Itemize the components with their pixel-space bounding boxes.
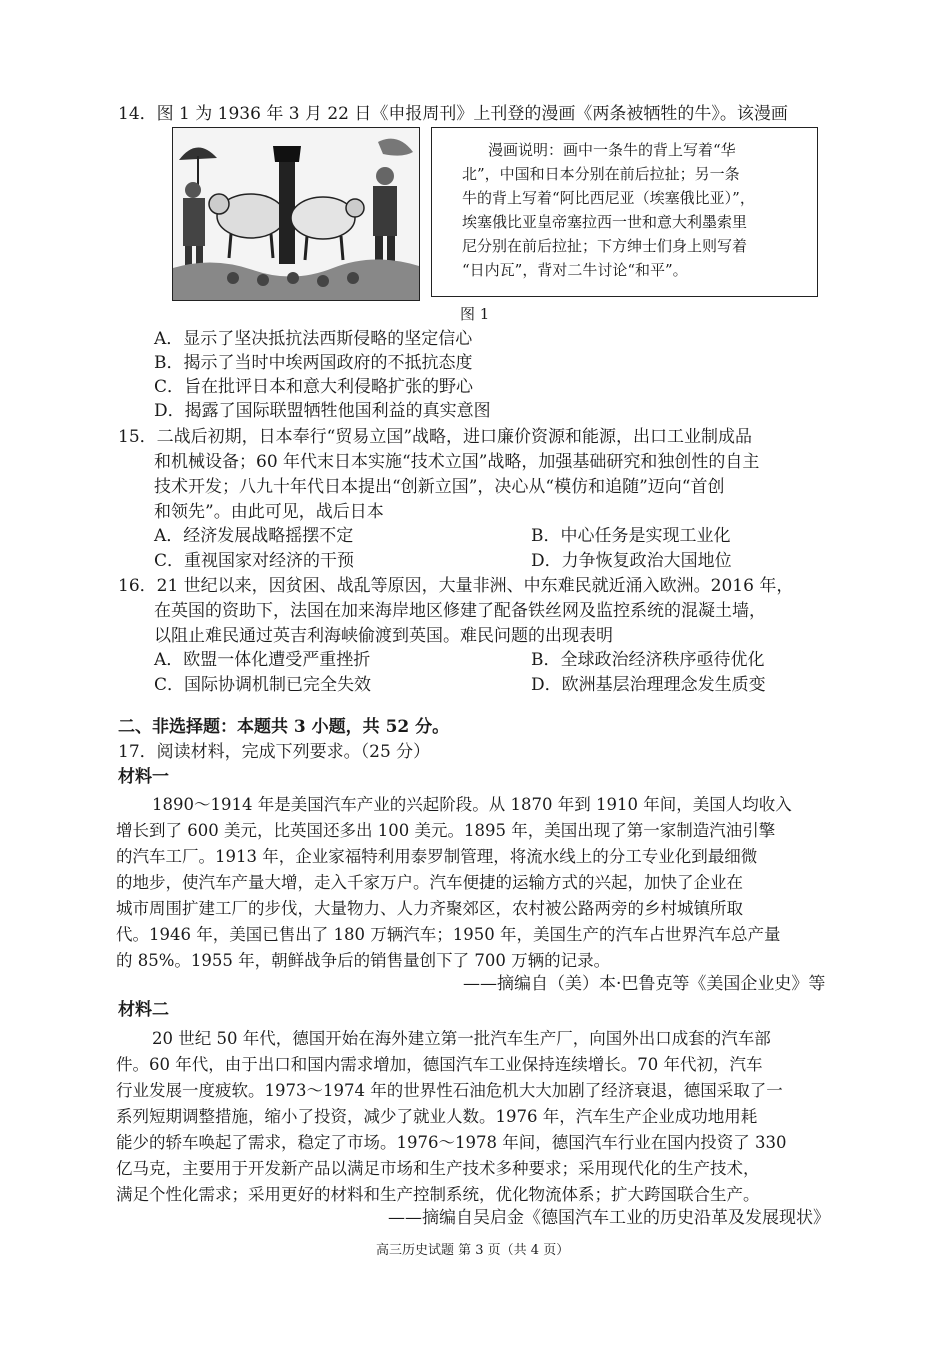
q14-option-b: B．揭示了当时中埃两国政府的不抵抗态度 bbox=[154, 353, 473, 373]
q14-option-c: C．旨在批评日本和意大利侵略扩张的野心 bbox=[154, 377, 474, 397]
material1-source: ——摘编自（美）本·巴鲁克等《美国企业史》等 bbox=[463, 974, 826, 994]
q15-stem-line: 和领先”。由此可见，战后日本 bbox=[154, 502, 384, 522]
q16-stem-line: 16．21 世纪以来，因贫困、战乱等原因，大量非洲、中东难民就近涌入欧洲。2016 年， bbox=[118, 576, 794, 596]
caption-line: 埃塞俄比亚皇帝塞拉西一世和意大利墨索里 bbox=[462, 213, 748, 231]
material1-line: 代。1946 年，美国已售出了 180 万辆汽车；1950 年，美国生产的汽车占世界汽车总产量 bbox=[116, 925, 781, 944]
material1-line: 城市周围扩建工厂的步伐，大量物力、人力齐聚郊区，农村被公路两旁的乡村城镇所取 bbox=[116, 899, 743, 918]
material2-line: 件。60 年代，由于出口和国内需求增加，德国汽车工业保持连续增长。70 年代初，汽车 bbox=[116, 1055, 763, 1074]
material2-source: ——摘编自吴启金《德国汽车工业的历史沿革及发展现状》 bbox=[388, 1208, 830, 1228]
q14-option-a: A．显示了坚决抵抗法西斯侵略的坚定信心 bbox=[154, 329, 473, 349]
material2-line: 能少的轿车唤起了需求，稳定了市场。1976～1978 年间，德国汽车行业在国内投资了 330 bbox=[116, 1133, 787, 1152]
caption-line: “日内瓦”，背对二牛讨论“和平”。 bbox=[462, 261, 688, 279]
material2-title: 材料二 bbox=[118, 1000, 169, 1020]
material1-line: 的汽车工厂。1913 年，企业家福特利用泰罗制管理，将流水线上的分工专业化到最细微 bbox=[116, 847, 758, 866]
q16-option-a: A．欧盟一体化遭受严重挫折 bbox=[154, 650, 371, 670]
q15-stem-line: 和机械设备；60 年代末日本实施“技术立国”战略，加强基础研究和独创性的自主 bbox=[154, 452, 760, 472]
material2-line: 亿马克，主要用于开发新产品以满足市场和生产技术多种要求；采用现代化的生产技术， bbox=[116, 1159, 760, 1178]
material2-line: 满足个性化需求；采用更好的材料和生产控制系统，优化物流体系；扩大跨国联合生产。 bbox=[116, 1185, 760, 1204]
material1-line: 的地步，使汽车产量大增，走入千家万户。汽车便捷的运输方式的兴起，加快了企业在 bbox=[116, 873, 743, 892]
q16-option-b: B．全球政治经济秩序亟待优化 bbox=[531, 650, 765, 670]
q14-stem: 14．图 1 为 1936 年 3 月 22 日《申报周刊》上刊登的漫画《两条被牺牲的牛》。该漫画 bbox=[118, 104, 788, 124]
q16-stem-line: 以阻止难民通过英吉利海峡偷渡到英国。难民问题的出现表明 bbox=[154, 626, 613, 646]
q16-option-c: C．国际协调机制已完全失效 bbox=[154, 675, 372, 695]
caption-line: 尼分别在前后拉扯；下方绅士们身上则写着 bbox=[462, 237, 748, 255]
figure-label: 图 1 bbox=[460, 305, 490, 323]
caption-line: 北”，中国和日本分别在前后拉扯；另一条 bbox=[462, 165, 740, 183]
q16-option-d: D．欧洲基层治理理念发生质变 bbox=[531, 675, 766, 695]
page-footer: 高三历史试题 第 3 页（共 4 页） bbox=[376, 1243, 570, 1258]
q17-stem: 17．阅读材料，完成下列要求。（25 分） bbox=[118, 742, 431, 762]
material2-line: 20 世纪 50 年代，德国开始在海外建立第一批汽车生产厂，向国外出口成套的汽车部 bbox=[152, 1029, 771, 1048]
section-heading: 二、非选择题：本题共 3 小题，共 52 分。 bbox=[118, 717, 450, 737]
material1-line: 增长到了 600 美元，比英国还多出 100 美元。1895 年，美国出现了第一家制造汽油引擎 bbox=[116, 821, 776, 840]
q14-option-d: D．揭露了国际联盟牺牲他国利益的真实意图 bbox=[154, 401, 491, 421]
q15-option-c: C．重视国家对经济的干预 bbox=[154, 551, 355, 571]
material1-line: 1890～1914 年是美国汽车产业的兴起阶段。从 1870 年到 1910 年间，美国人均收入 bbox=[152, 795, 792, 814]
cartoon-image bbox=[172, 127, 420, 301]
q15-stem-line: 技术开发；八九十年代日本提出“创新立国”，决心从“模仿和追随”迈向“首创 bbox=[154, 477, 725, 497]
cartoon-drawing bbox=[173, 128, 419, 300]
material2-line: 行业发展一度疲软。1973～1974 年的世界性石油危机大大加剧了经济衰退，德国采取了一 bbox=[116, 1081, 783, 1100]
caption-line: 牛的背上写着“阿比西尼亚（埃塞俄比亚）”， bbox=[462, 189, 755, 207]
material1-title: 材料一 bbox=[118, 767, 169, 787]
q16-stem-line: 在英国的资助下，法国在加来海岸地区修建了配备铁丝网及监控系统的混凝土墙， bbox=[154, 601, 766, 621]
q15-option-b: B．中心任务是实现工业化 bbox=[531, 526, 731, 546]
material1-line: 的 85%。1955 年，朝鲜战争后的销售量创下了 700 万辆的记录。 bbox=[116, 951, 611, 970]
q15-option-a: A．经济发展战略摇摆不定 bbox=[154, 526, 354, 546]
q15-option-d: D．力争恢复政治大国地位 bbox=[531, 551, 732, 571]
caption-line: 漫画说明：画中一条牛的背上写着“华 bbox=[488, 141, 736, 159]
material2-line: 系列短期调整措施，缩小了投资，减少了就业人数。1976 年，汽车生产企业成功地用耗 bbox=[116, 1107, 758, 1126]
cartoon-caption-box bbox=[431, 127, 818, 297]
q15-stem-line: 15．二战后初期，日本奉行“贸易立国”战略，进口廉价资源和能源，出口工业制成品 bbox=[118, 427, 753, 447]
